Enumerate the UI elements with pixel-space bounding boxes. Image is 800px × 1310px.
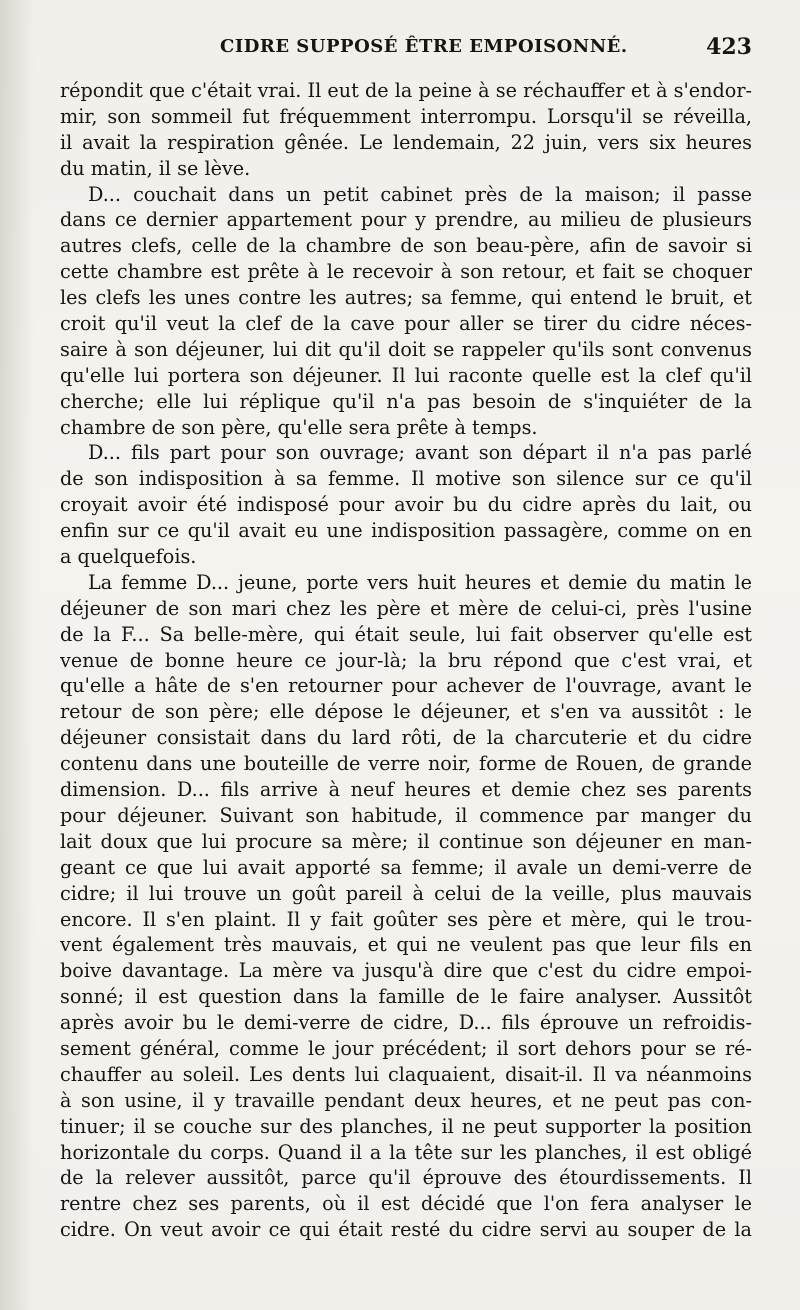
body-text (60, 78, 752, 1243)
text-line: tinuer; il se couche sur des planches, il ne peut supporter la position (60, 1114, 752, 1138)
text-line: cidre; il lui trouve un goût pareil à celui de la veille, plus mauvais (60, 881, 752, 905)
text-line: après avoir bu le demi-verre de cidre, D... fils éprouve un refroidis- (60, 1011, 752, 1035)
text-line: déjeuner consistait dans du lard rôti, de la charcuterie et du cidre (60, 726, 752, 750)
text-line: D... fils part pour son ouvrage; avant son départ il n'a pas parlé (88, 441, 752, 465)
text-line: cidre. On veut avoir ce qui était resté du cidre servi au souper de la (60, 1218, 752, 1242)
text-line: saire à son déjeuner, lui dit qu'il doit se rappeler qu'ils sont convenus (60, 337, 752, 361)
text-line: déjeuner de son mari chez les père et mère de celui-ci, près l'usine (60, 596, 752, 620)
text-line: rentre chez ses parents, où il est décidé que l'on fera analyser le (60, 1192, 752, 1216)
text-line: boive davantage. La mère va jusqu'à dire que c'est du cidre empoi- (60, 959, 752, 983)
text-line: chambre de son père, qu'elle sera prête à temps. (60, 415, 538, 439)
text-line: sement général, comme le jour précédent; il sort dehors pour se ré- (60, 1036, 752, 1060)
text-line: dimension. D... fils arrive à neuf heures et demie chez ses parents (60, 778, 752, 802)
text-line: encore. Il s'en plaint. Il y fait goûter ses père et mère, qui le trou- (60, 907, 752, 931)
text-line: qu'elle a hâte de s'en retourner pour achever de l'ouvrage, avant le (60, 674, 752, 698)
text-line: dans ce dernier appartement pour y prendre, au milieu de plusieurs (60, 208, 752, 232)
text-line: de la F... Sa belle-mère, qui était seule, lui fait observer qu'elle est (60, 622, 752, 646)
text-line: cherche; elle lui réplique qu'il n'a pas besoin de s'inquiéter de la (60, 389, 752, 413)
page-number: 423 (706, 34, 752, 60)
text-line: La femme D... jeune, porte vers huit heures et demie du matin le (88, 570, 752, 594)
text-line: répondit que c'était vrai. Il eut de la peine à se réchauffer et à s'endor- (60, 79, 752, 102)
text-line: cette chambre est prête à le recevoir à son retour, et fait se choquer (60, 260, 752, 284)
text-line: autres clefs, celle de la chambre de son beau-père, afin de savoir si (60, 234, 752, 258)
text-line: a quelquefois. (60, 545, 197, 569)
text-line: geant ce que lui avait apporté sa femme; il avale un demi-verre de (60, 855, 752, 879)
text-line: D... couchait dans un petit cabinet près de la maison; il passe (88, 182, 752, 206)
text-line: de son indisposition à sa femme. Il motive son silence sur ce qu'il (60, 467, 752, 491)
text-line: lait doux que lui procure sa mère; il continue son déjeuner en man- (60, 829, 752, 853)
text-line: venue de bonne heure ce jour-là; la bru répond que c'est vrai, et (60, 648, 752, 672)
text-line: les clefs les unes contre les autres; sa femme, qui entend le bruit, et (60, 286, 752, 310)
text-line: croyait avoir été indisposé pour avoir bu du cidre après du lait, ou (60, 493, 752, 517)
text-line: mir, son sommeil fut fréquemment interrompu. Lorsqu'il se réveilla, (60, 104, 752, 128)
text-line: qu'elle lui portera son déjeuner. Il lui raconte quelle est la clef qu'il (60, 363, 752, 387)
text-line: du matin, il se lève. (60, 156, 251, 180)
text-line: horizontale du corps. Quand il a la tête sur les planches, il est obligé (60, 1140, 752, 1164)
text-line: retour de son père; elle dépose le déjeuner, et s'en va aussitôt : le (60, 700, 752, 724)
text-line: à son usine, il y travaille pendant deux heures, et ne peut pas con- (60, 1088, 752, 1112)
page-header (60, 36, 752, 68)
running-title: CIDRE SUPPOSÉ ÊTRE EMPOISONNÉ. (220, 36, 628, 57)
text-line: enfin sur ce qu'il avait eu une indisposition passagère, comme on en (60, 519, 752, 543)
text-line: croit qu'il veut la clef de la cave pour aller se tirer du cidre néces- (60, 312, 752, 336)
text-line: il avait la respiration gênée. Le lendemain, 22 juin, vers six heures (60, 130, 752, 154)
text-line: chauffer au soleil. Les dents lui claquaient, disait-il. Il va néanmoins (60, 1062, 752, 1086)
text-line: de la relever aussitôt, parce qu'il éprouve des étourdissements. Il (60, 1166, 752, 1190)
text-line: contenu dans une bouteille de verre noir, forme de Rouen, de grande (60, 752, 752, 776)
margin-shadow (0, 0, 34, 1310)
text-line: pour déjeuner. Suivant son habitude, il commence par manger du (60, 803, 752, 827)
text-line: vent également très mauvais, et qui ne veulent pas que leur fils en (60, 933, 752, 957)
text-line: sonné; il est question dans la famille de le faire analyser. Aussitôt (60, 985, 752, 1009)
